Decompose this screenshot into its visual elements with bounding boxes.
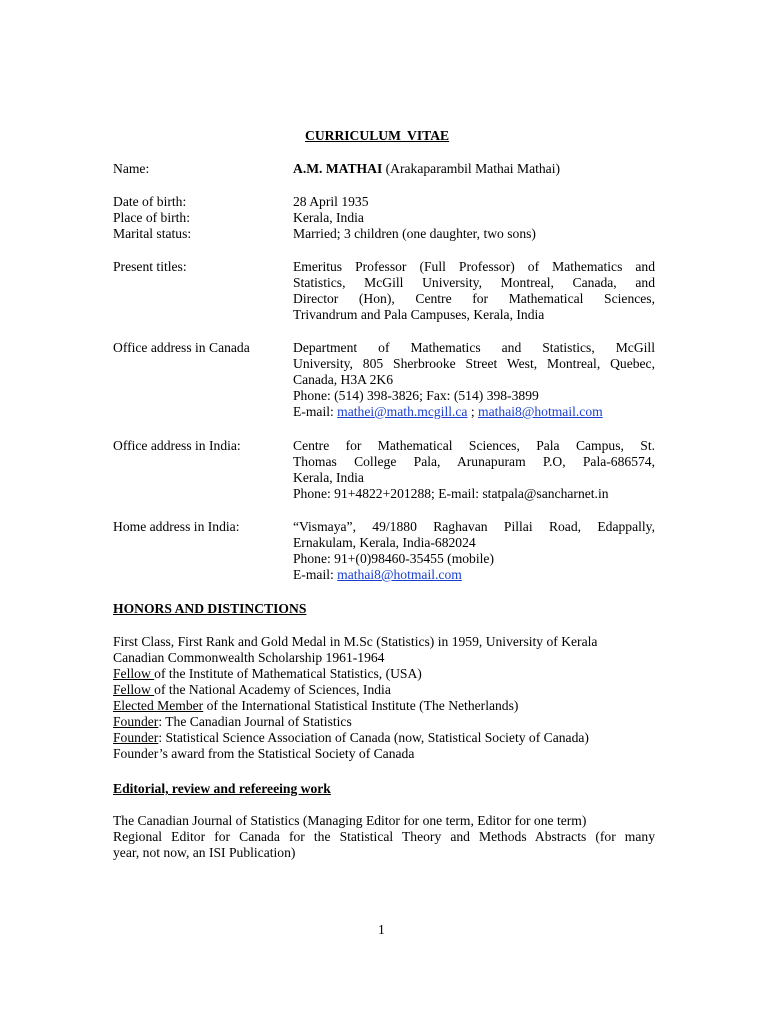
office-india-line: Thomas College Pala, Arunapuram P.O, Pala-686574,: [293, 454, 655, 469]
honors-item-text: of the National Academy of Sciences, India: [154, 682, 391, 697]
office-india-label: Office address in India:: [113, 438, 241, 453]
pob-value: Kerala, India: [293, 210, 364, 225]
page-number: 1: [378, 922, 385, 937]
name-value: [293, 161, 655, 177]
honors-item-text: First Class, First Rank and Gold Medal in M.Sc (Statistics) in 1959, University of Kerala: [113, 634, 598, 649]
honors-item: [113, 698, 655, 714]
editorial-heading: Editorial, review and refereeing work: [113, 781, 331, 796]
pob-label: Place of birth:: [113, 210, 191, 225]
office-canada-value: [293, 340, 655, 420]
editorial-line: The Canadian Journal of Statistics (Managing Editor for one term, Editor for one term): [113, 813, 587, 828]
office-india-line: Centre for Mathematical Sciences, Pala Campus, St.: [293, 438, 655, 453]
editorial-line: Regional Editor for Canada for the Statistical Theory and Methods Abstracts (for many: [113, 829, 655, 844]
office-canada-label: Office address in Canada: [113, 340, 250, 355]
honors-item-underlined: Fellow: [113, 666, 155, 681]
email-prefix: E-mail:: [293, 404, 338, 419]
honors-item-underlined: Elected Member: [113, 698, 204, 713]
page-title: CURRICULUM VITAE: [305, 128, 450, 143]
honors-item-text: of the Institute of Mathematical Statistics, (USA): [154, 666, 422, 681]
honors-item-text: : The Canadian Journal of Statistics: [158, 714, 352, 729]
editorial-line: year, not now, an ISI Publication): [113, 845, 296, 860]
home-india-label: Home address in India:: [113, 519, 240, 534]
honors-item-underlined: Fellow: [113, 682, 155, 697]
present-titles-line: Emeritus Professor (Full Professor) of Mathematics and: [293, 259, 655, 274]
honors-item-underlined: Founder: [113, 730, 159, 745]
marital-value: Married; 3 children (one daughter, two sons): [293, 226, 536, 241]
present-titles-value: [293, 259, 655, 323]
home-india-line: Phone: 91+(0)98460-35455 (mobile): [293, 551, 494, 566]
office-india-line: Phone: 91+4822+201288; E-mail: statpala@sancharnet.in: [293, 486, 609, 501]
present-titles-label: Present titles:: [113, 259, 187, 274]
home-india-email-line: [293, 567, 655, 583]
honors-item: [113, 634, 655, 650]
home-india-line: Ernakulam, Kerala, India-682024: [293, 535, 476, 550]
home-india-line: “Vismaya”, 49/1880 Raghavan Pillai Road, Edappally,: [293, 519, 655, 534]
name-bold: A.M. MATHAI: [293, 161, 383, 176]
present-titles-line: Statistics, McGill University, Montreal, Canada, and: [293, 275, 655, 290]
honors-item: [113, 666, 655, 682]
dob-value: 28 April 1935: [293, 194, 369, 209]
present-titles-line: Director (Hon), Centre for Mathematical Sciences,: [293, 291, 655, 306]
honors-heading: HONORS AND DISTINCTIONS: [113, 601, 307, 616]
honors-item-text: of the International Statistical Institute (The Netherlands): [203, 698, 519, 713]
email-link-hotmail[interactable]: mathai8@hotmail.com: [478, 404, 603, 419]
honors-item-text: Founder’s award from the Statistical Society of Canada: [113, 746, 415, 761]
email-separator: ;: [467, 404, 479, 419]
present-titles-line: Trivandrum and Pala Campuses, Kerala, India: [293, 307, 545, 322]
honors-item: [113, 730, 655, 746]
email-link-mcgill[interactable]: mathei@math.mcgill.ca: [337, 404, 468, 419]
office-canada-line: Canada, H3A 2K6: [293, 372, 394, 387]
honors-item: [113, 746, 655, 762]
honors-item: [113, 682, 655, 698]
marital-label: Marital status:: [113, 226, 192, 241]
editorial-text: [113, 813, 655, 861]
email-prefix: E-mail:: [293, 567, 338, 582]
honors-item: [113, 714, 655, 730]
office-canada-line: Phone: (514) 398-3826; Fax: (514) 398-3899: [293, 388, 539, 403]
honors-item-text: : Statistical Science Association of Canada (now, Statistical Society of Canada): [158, 730, 589, 745]
honors-item: [113, 650, 655, 666]
honors-item-text: Canadian Commonwealth Scholarship 1961-1964: [113, 650, 385, 665]
office-india-value: [293, 438, 655, 502]
office-canada-line: Department of Mathematics and Statistics, McGill: [293, 340, 655, 355]
email-link-home[interactable]: mathai8@hotmail.com: [337, 567, 462, 582]
dob-label: Date of birth:: [113, 194, 187, 209]
name-label: Name:: [113, 161, 150, 176]
home-india-value: [293, 519, 655, 583]
office-india-line: Kerala, India: [293, 470, 364, 485]
honors-item-underlined: Founder: [113, 714, 159, 729]
honors-list: [113, 634, 655, 762]
name-rest: (Arakaparambil Mathai Mathai): [382, 161, 561, 176]
office-canada-line: University, 805 Sherbrooke Street West, Montreal, Quebec,: [293, 356, 655, 371]
office-canada-email-line: [293, 404, 655, 420]
